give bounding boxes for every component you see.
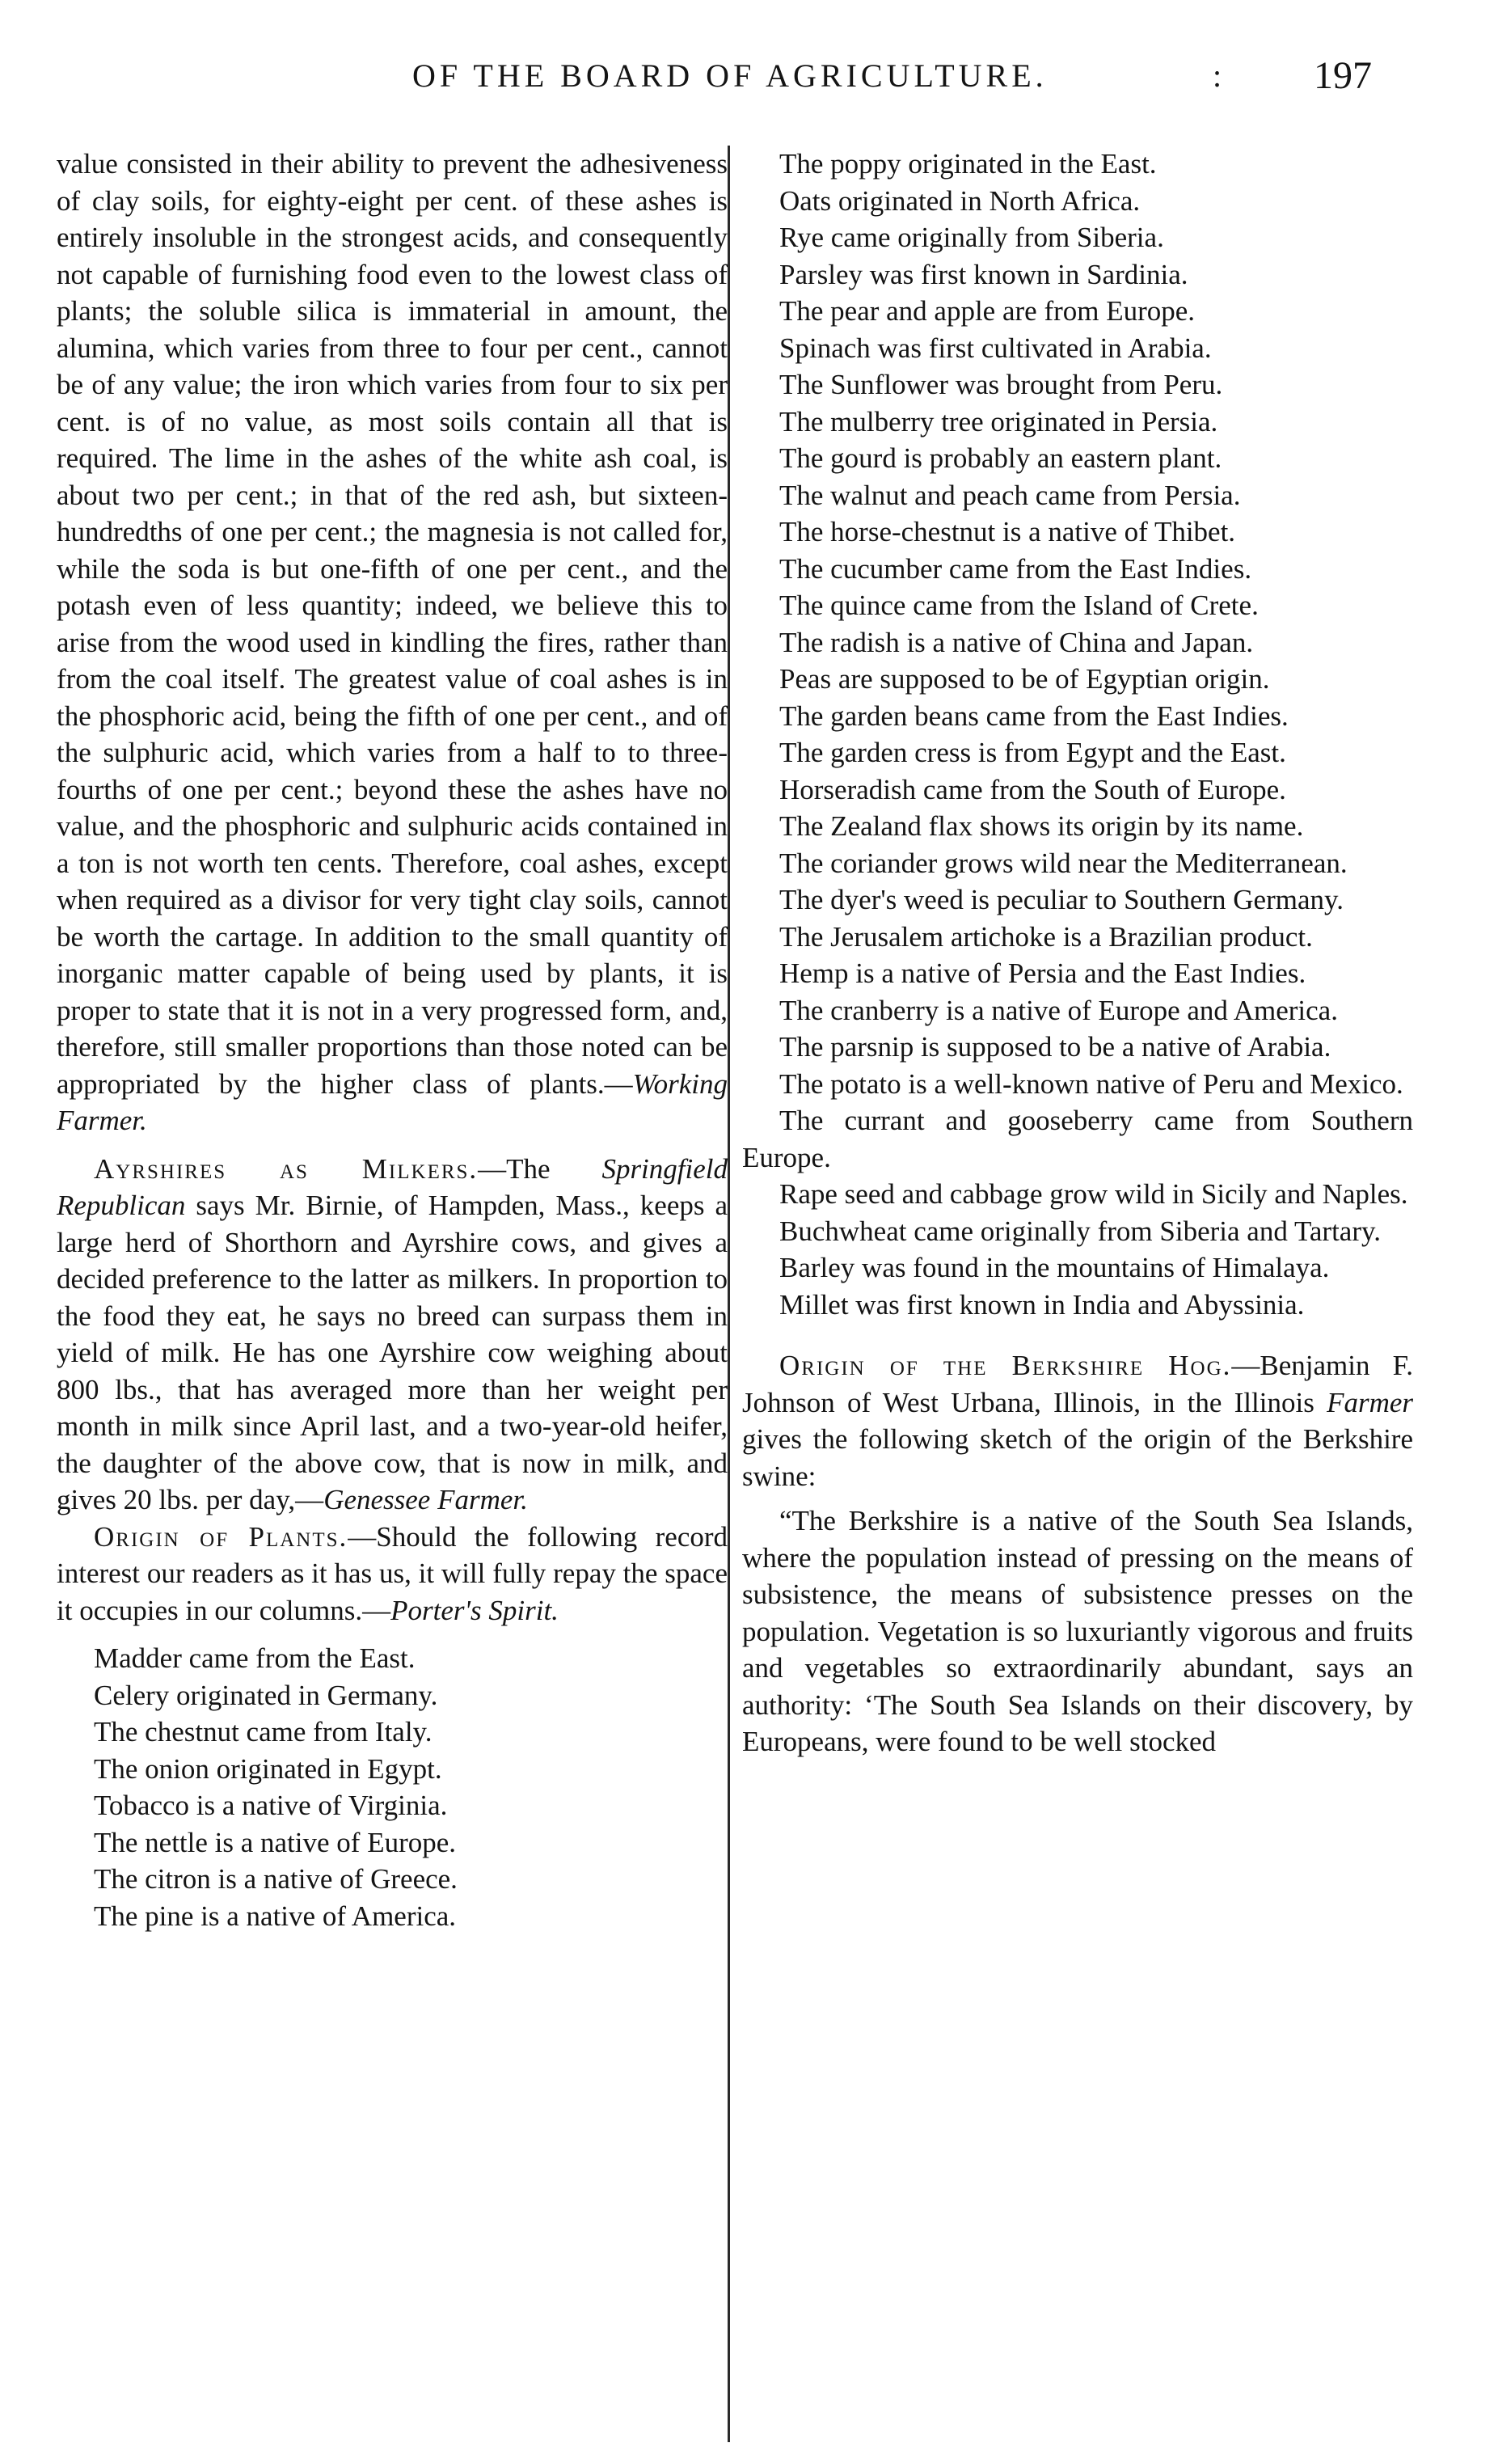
list-item: The Zealand flax shows its origin by its name.	[779, 810, 1304, 842]
plant-list-right-short	[742, 146, 1413, 661]
page-header	[0, 54, 1498, 113]
list-item: Spinach was first cultivated in Arabia.	[779, 332, 1212, 364]
column-divider	[728, 146, 730, 2442]
list-item: The chestnut came from Italy.	[94, 1716, 433, 1748]
plant-list-right-long	[742, 661, 1413, 1323]
ayrshires-paragraph	[57, 1151, 728, 1519]
list-item: The cranberry is a native of Europe and America.	[779, 994, 1338, 1026]
berkshire-paragraph	[742, 1347, 1413, 1494]
list-item: The cucumber came from the East Indies.	[779, 552, 1252, 585]
list-item: The poppy originated in the East.	[779, 148, 1157, 180]
list-item: Celery originated in Germany.	[94, 1679, 438, 1711]
origin-plants-text: —Should the following record interest our readers as it has us, it will fully repay the space it occupies in our columns.—	[57, 1520, 728, 1626]
berkshire-text-a: —Benjamin F. Johnson of West Urbana, Illinois, in the Illinois	[742, 1350, 1413, 1418]
list-item: The garden cress is from Egypt and the East.	[779, 737, 1286, 768]
list-item: The horse-chestnut is a native of Thibet.	[779, 516, 1236, 547]
list-item: Peas are supposed to be of Egyptian origin.	[779, 663, 1270, 695]
list-item: The walnut and peach came from Persia.	[779, 479, 1241, 511]
list-item: The potato is a well-known native of Peru and Mexico.	[779, 1067, 1403, 1100]
list-item: The gourd is probably an eastern plant.	[779, 442, 1222, 474]
list-item: The quince came from the Island of Crete.	[779, 590, 1259, 621]
berkshire-quote: “The Berkshire is a native of the South Sea Islands, where the population instead of pressing on the means of subsistence, the means of subsistence presses on the population. Vegetation is so luxuriantly vigorous and fruits and vegetables so extraordinarily abundant, says an authority: ‘The South Sea Islands on their discovery, by Europeans, were found to be well stocked	[742, 1505, 1413, 1757]
list-item: Madder came from the East.	[94, 1642, 416, 1674]
running-title: OF THE BOARD OF AGRICULTURE.	[412, 57, 1048, 94]
ayrshires-text-b: says Mr. Birnie, of Hampden, Mass., keeps a large herd of Shorthorn and Ayrshire cows, and gives a decided preference to the latter as milkers. In proportion to the food they eat, he says no breed can surpass them in yield of milk. He has one Ayrshire cow weighing about 800 lbs., that has averaged more than her weight per month in milk since April last, and a two-year-old heifer, the daughter of the above cow, that is now in milk, and gives 20 lbs. per day,—	[57, 1190, 728, 1515]
origin-plants-heading: Origin of Plants.	[94, 1520, 348, 1553]
origin-plants-paragraph	[57, 1519, 728, 1629]
list-item: The parsnip is supposed to be a native of Arabia.	[779, 1031, 1331, 1063]
list-item: The currant and gooseberry came from Southern Europe.	[742, 1105, 1413, 1173]
list-item: Oats originated in North Africa.	[779, 184, 1141, 217]
ayrshires-text-a: —The	[478, 1152, 602, 1185]
left-column	[57, 146, 728, 2442]
header-mark: :	[1213, 57, 1222, 94]
page-number: 197	[1314, 54, 1372, 97]
list-item: The coriander grows wild near the Mediterranean.	[779, 847, 1348, 879]
list-item: The garden beans came from the East Indies.	[779, 699, 1289, 732]
list-item: Tobacco is a native of Virginia.	[94, 1790, 448, 1821]
list-item: Rape seed and cabbage grow wild in Sicily and Naples.	[779, 1178, 1408, 1210]
berkshire-text-b: gives the following sketch of the origin of the Berkshire swine:	[742, 1423, 1413, 1492]
right-column	[742, 146, 1413, 2442]
list-item: Parsley was first known in Sardinia.	[779, 258, 1188, 290]
berkshire-heading: Origin of the Berkshire Hog.	[779, 1350, 1232, 1381]
list-item: The pine is a native of America.	[94, 1900, 457, 1932]
list-item: Buchwheat came originally from Siberia and Tartary.	[779, 1215, 1381, 1247]
ayrshires-heading: Ayrshires as Milkers.	[94, 1152, 479, 1185]
list-item: The Sunflower was brought from Peru.	[779, 369, 1223, 400]
plant-list-left	[57, 1640, 728, 1934]
ayrshires-paper: Springfield Republican	[57, 1152, 728, 1221]
list-item: Barley was found in the mountains of Himalaya.	[779, 1252, 1330, 1283]
origin-plants-source: Porter's Spirit.	[390, 1594, 559, 1626]
list-item: Millet was first known in India and Abyssinia.	[779, 1288, 1305, 1321]
list-item: The nettle is a native of Europe.	[94, 1826, 457, 1858]
coal-ashes-source: Working Farmer.	[57, 1067, 728, 1136]
list-item: The Jerusalem artichoke is a Brazilian product.	[779, 920, 1313, 953]
berkshire-paper: Farmer	[1327, 1386, 1413, 1418]
ayrshires-source: Genessee Farmer.	[323, 1484, 528, 1515]
list-item: The citron is a native of Greece.	[94, 1863, 458, 1895]
list-item: Hemp is a native of Persia and the East Indies.	[779, 957, 1306, 989]
list-item: The mulberry tree originated in Persia.	[779, 405, 1218, 437]
coal-ashes-paragraph	[57, 146, 728, 1139]
coal-ashes-text: value consisted in their ability to prevent the adhesiveness of clay soils, for eighty-eight per cent. of these ashes is entirely insoluble in the strongest acids, and consequently not capable of furnishing food even to the lowest class of plants; the soluble silica is immaterial in amount, the alumina, which varies from three to four per cent., cannot be of any value; the iron which varies from four to six per cent. is of no value, as most soils contain all that is required. The lime in the ashes of the white ash coal, is about two per cent.; in that of the red ash, but sixteen-hundredths of one per cent.; the magnesia is not called for, while the soda is but one-fifth of one per cent., and the potash even of less quantity; indeed, we believe this to arise from the wood used in kindling the fires, rather than from the coal itself. The greatest value of coal ashes is in the phosphoric acid, being the fifth of one per cent., and of the sulphuric acid, which varies from a half to to three-fourths of one per cent.; beyond these the ashes have no value, and the phosphoric and sulphuric acids contained in a ton is not worth ten cents. Therefore, coal ashes, except when required as a divisor for very tight clay soils, cannot be worth the cartage. In addition to the small quantity of inorganic matter capable of being used by plants, it is proper to state that it is not in a very progressed form, and, therefore, still smaller proportions than those noted can be appropriated by the higher class of plants.—	[57, 148, 728, 1100]
list-item: The onion originated in Egypt.	[94, 1752, 442, 1785]
list-item: Rye came originally from Siberia.	[779, 222, 1164, 253]
list-item: Horseradish came from the South of Europe.	[779, 773, 1286, 805]
list-item: The pear and apple are from Europe.	[779, 295, 1196, 327]
list-item: The dyer's weed is peculiar to Southern Germany.	[779, 884, 1344, 915]
list-item: The radish is a native of China and Japan.	[779, 626, 1254, 658]
